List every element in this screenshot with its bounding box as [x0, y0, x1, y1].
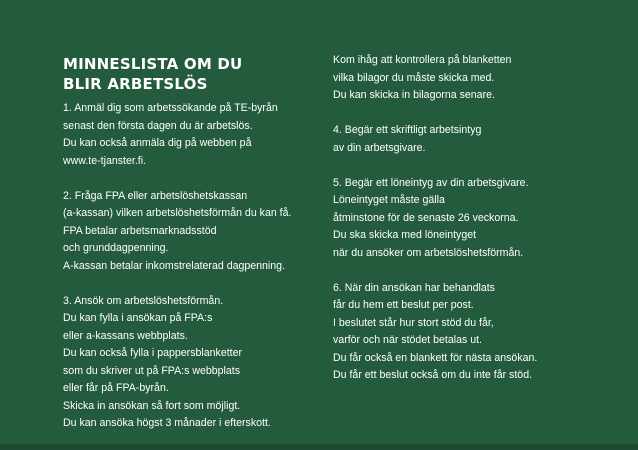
- text-line: Du kan också anmäla dig på webben på: [63, 137, 252, 149]
- text-line: 1. Anmäl dig som arbetssökande på TE-byrån: [63, 102, 278, 114]
- title-line: MINNESLISTA OM DU: [63, 55, 243, 73]
- text-line: Du kan ansöka högst 3 månader i efterskott.: [63, 417, 271, 429]
- text-line: FPA betalar arbetsmarknadsstöd: [63, 224, 217, 237]
- text-line: varför och när stödet betalas ut.: [333, 334, 482, 346]
- spacer: [333, 157, 613, 175]
- text-line: Löneintyget måste gälla: [333, 194, 445, 206]
- text-line: 4. Begär ett skriftligt arbetsintyg: [333, 124, 482, 136]
- text-line: 5. Begär ett löneintyg av din arbetsgivare.: [333, 176, 529, 189]
- text-line: (a-kassan) vilken arbetslöshetsförmån du kan få.: [63, 207, 292, 219]
- text-line: Du kan skicka in bilagorna senare.: [333, 89, 495, 101]
- text-line: och grunddagpenning.: [63, 242, 169, 254]
- step-6-decision: [333, 280, 613, 385]
- title-line: BLIR ARBETSLÖS: [63, 75, 208, 93]
- text-line: när du ansöker om arbetslöshetsförmån.: [333, 246, 524, 259]
- step-2-ask-fpa: [63, 188, 325, 276]
- text-line: Du får också en blankett för nästa ansökan.: [333, 351, 538, 364]
- text-line: som du skriver ut på FPA:s webbplats: [63, 364, 241, 377]
- text-line: 2. Fråga FPA eller arbetslöshetskassan: [63, 189, 248, 202]
- spacer: [333, 262, 613, 280]
- text-line: 3. Ansök om arbetslöshetsförmån.: [63, 294, 224, 307]
- text-line: eller a-kassans webbplats.: [63, 329, 188, 342]
- text-line: I beslutet står hur stort stöd du får,: [333, 316, 494, 329]
- step-3-apply: [63, 293, 325, 433]
- text-line: 6. När din ansökan har behandlats: [333, 281, 495, 294]
- spacer: [63, 275, 325, 293]
- text-line: Du ska skicka med löneintyget: [333, 229, 477, 241]
- text-line: av din arbetsgivare.: [333, 141, 426, 154]
- right-column: [333, 52, 613, 385]
- text-line: får du hem ett beslut per post.: [333, 299, 474, 311]
- text-line: A-kassan betalar inkomstrelaterad dagpenning.: [63, 259, 286, 272]
- spacer: [333, 105, 613, 123]
- bottom-strip: [0, 444, 638, 450]
- left-column: [63, 54, 325, 433]
- step-4-work-certificate: [333, 122, 613, 157]
- spacer: [63, 170, 325, 188]
- text-line: Kom ihåg att kontrollera på blanketten: [333, 54, 512, 66]
- text-line: Du kan också fylla i pappersblanketter: [63, 347, 243, 359]
- text-line: åtminstone för de senaste 26 veckorna.: [333, 211, 519, 224]
- text-line: eller får på FPA-byrån.: [63, 382, 169, 394]
- attachments-reminder: [333, 52, 613, 105]
- text-line: Du kan fylla i ansökan på FPA:s: [63, 312, 213, 324]
- text-line: senast den första dagen du är arbetslös.: [63, 119, 253, 132]
- text-line: Du får ett beslut också om du inte får stöd.: [333, 369, 533, 381]
- step-5-salary-certificate: [333, 175, 613, 263]
- text-line: Skicka in ansökan så fort som möjligt.: [63, 399, 241, 412]
- text-line: vilka bilagor du måste skicka med.: [333, 71, 495, 84]
- page-title: [63, 54, 325, 94]
- text-line: www.te-tjanster.fi.: [63, 154, 147, 167]
- step-1-register: [63, 100, 325, 170]
